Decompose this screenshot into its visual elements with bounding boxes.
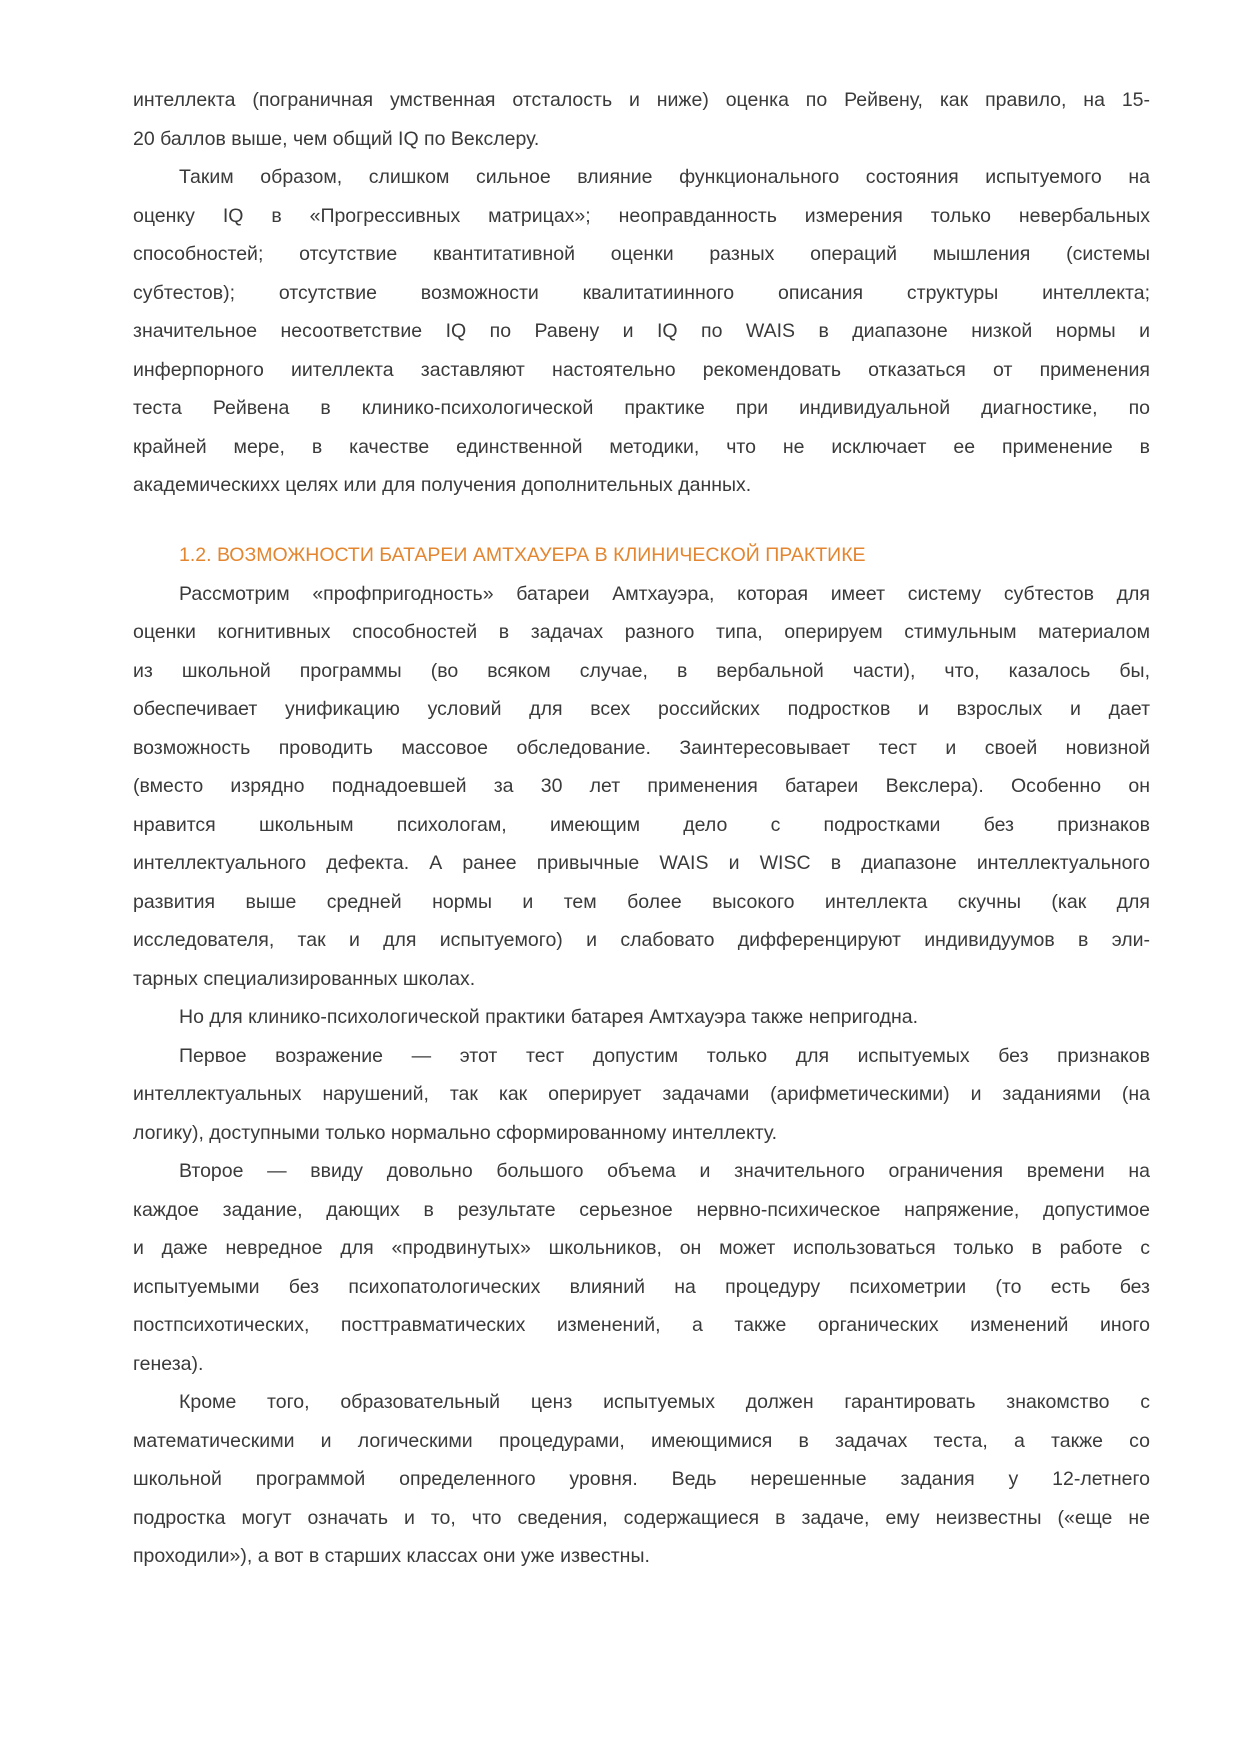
text-line: генеза). — [133, 1352, 204, 1375]
text-line: значительное несоответствие IQ по Равену и IQ по WAIS в диапазоне низкой нормы и — [133, 320, 1150, 342]
text-line: Первое возражение — этот тест допустим только для испытуемых без признаков — [179, 1044, 1150, 1067]
text-line: крайней мере, в качестве единственной методики, что не исключает ее применение в — [133, 435, 1150, 458]
text-line: академическихх целях или для получения дополнительных данных. — [133, 474, 752, 496]
paragraph — [133, 575, 1150, 999]
text-line: интеллектуального дефекта. А ранее привычные WAIS и WISC в диапазоне интеллектуального — [133, 852, 1150, 874]
text-line: оценки когнитивных способностей в задачах разного типа, оперируем стимульным материалом — [133, 621, 1150, 643]
text-line: школьной программой определенного уровня. Ведь нерешенные задания у 12-летнего — [133, 1468, 1150, 1490]
paragraph — [133, 1152, 1150, 1383]
section-heading: 1.2. ВОЗМОЖНОСТИ БАТАРЕИ АМТХАУЕРА В КЛИНИЧЕСКОЙ ПРАКТИКЕ — [179, 544, 866, 566]
text-line: математическими и логическими процедурами, имеющимися в задачах теста, а также со — [133, 1429, 1150, 1452]
text-line: субтестов); отсутствие возможности квалитатиинного описания структуры интеллекта; — [133, 281, 1150, 304]
text-line: развития выше средней нормы и тем более высокого интеллекта скучны (как для — [133, 890, 1150, 913]
text-line: Но для клинико-психологической практики батарея Амтхауэра также непригодна. — [179, 1006, 919, 1028]
paragraph — [133, 158, 1150, 505]
text-line: исследователя, так и для испытуемого) и слабовато дифференцируют индивидуумов в эли- — [133, 929, 1150, 951]
paragraph — [133, 81, 1150, 158]
text-line: оценку IQ в «Прогрессивных матрицах»; неоправданность измерения только невербальных — [133, 204, 1150, 227]
text-line: Рассмотрим «профпригодность» батареи Амтхауэра, которая имеет систему субтестов для — [179, 582, 1150, 605]
paragraph — [133, 998, 1150, 1037]
paragraph — [133, 1037, 1150, 1153]
text-line: 20 баллов выше, чем общий IQ по Векслеру. — [133, 127, 540, 150]
text-line: Таким образом, слишком сильное влияние функционального состояния испытуемого на — [179, 166, 1150, 188]
text-line: подростка могут означать и то, что сведения, содержащиеся в задаче, ему неизвестны («еще не — [133, 1506, 1150, 1529]
paragraph — [133, 1383, 1150, 1576]
text-line: испытуемыми без психопатологических влияний на процедуру психометрии (то есть без — [133, 1275, 1150, 1298]
text-line: тарных специализированных школах. — [133, 967, 476, 990]
text-line: из школьной программы (во всяком случае, в вербальной части), что, казалось бы, — [133, 659, 1150, 682]
text-line: нравится школьным психологам, имеющим дело с подростками без признаков — [133, 813, 1150, 836]
text-line: логику), доступными только нормально сформированному интеллекту. — [133, 1121, 778, 1144]
text-line: возможность проводить массовое обследование. Заинтересовывает тест и своей новизной — [133, 736, 1150, 759]
text-line: инферпорного иителлекта заставляют настоятельно рекомендовать отказаться от применения — [133, 358, 1150, 381]
text-line: интеллекта (пограничная умственная отсталость и ниже) оценка по Рейвену, как правило, на 15- — [133, 89, 1150, 111]
text-line: постпсихотических, посттравматических изменений, а также органических изменений иного — [133, 1314, 1150, 1336]
text-line: каждое задание, дающих в результате серьезное нервно-психическое напряжение, допустимое — [133, 1198, 1150, 1221]
text-line: и даже невредное для «продвинутых» школьников, он может использоваться только в работе с — [133, 1237, 1150, 1259]
text-line: теста Рейвена в клинико-психологической практике при индивидуальной диагностике, по — [133, 397, 1150, 419]
text-line: интеллектуальных нарушений, так как оперирует задачами (арифметическими) и заданиями (на — [133, 1083, 1150, 1105]
text-line: обеспечивает унификацию условий для всех российских подростков и взрослых и дает — [133, 698, 1150, 720]
text-line: (вместо изрядно поднадоевшей за 30 лет применения батареи Векслера). Особенно он — [133, 775, 1150, 797]
text-line: способностей; отсутствие квантитативной оценки разных операций мышления (системы — [133, 243, 1150, 265]
document-page — [133, 81, 1150, 1576]
text-line: Второе — ввиду довольно большого объема и значительного ограничения времени на — [179, 1160, 1150, 1182]
text-line: Кроме того, образовательный ценз испытуемых должен гарантировать знакомство с — [179, 1391, 1150, 1413]
text-line: проходили»), а вот в старших классах они уже известны. — [133, 1545, 650, 1567]
